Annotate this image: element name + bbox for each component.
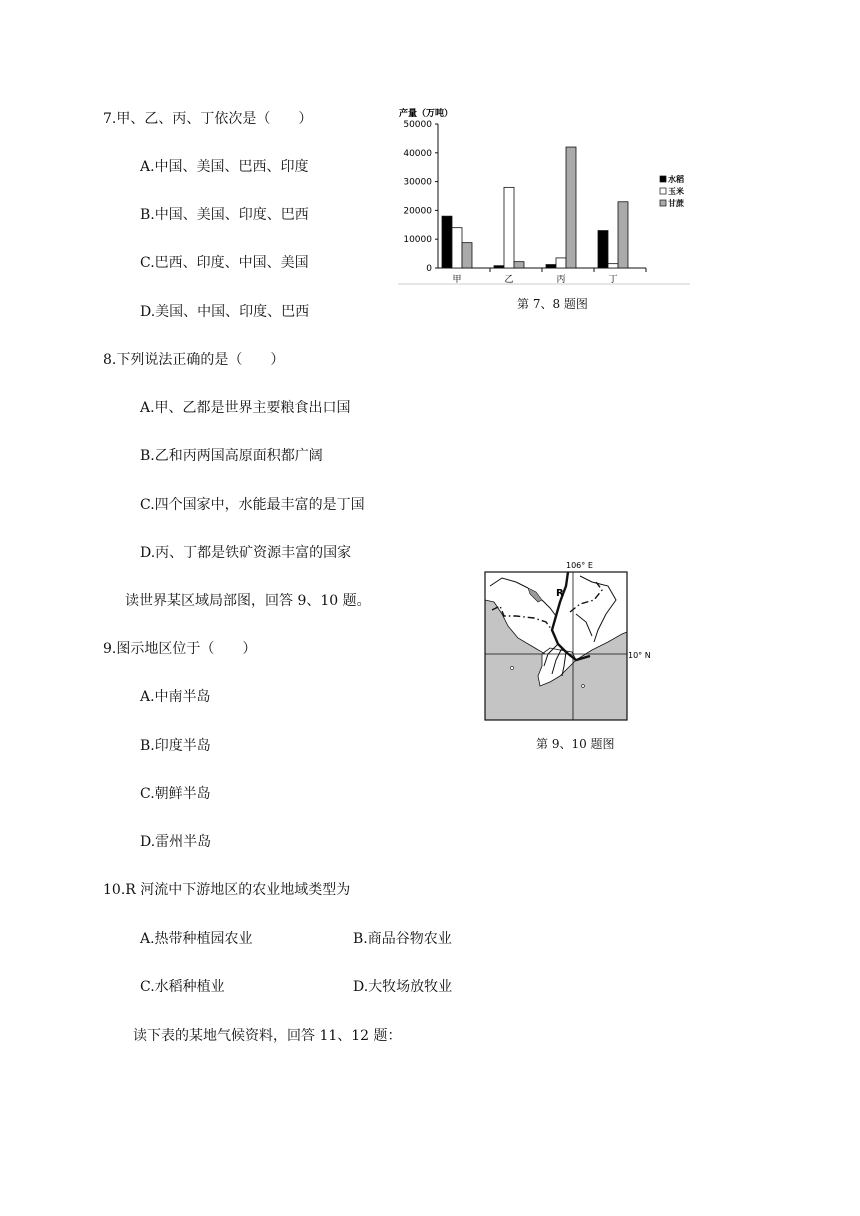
lake [528,588,542,602]
q10-stem: 10.R 河流中下游地区的农业地域类型为 [103,882,351,898]
bar-玉米-丁 [608,264,618,268]
bar-甘蔗-丁 [618,202,628,268]
x-tick-label: 丁 [608,275,618,285]
longitude-label: 106° E [566,561,593,570]
x-tick-label: 乙 [504,275,514,285]
region-map [480,556,660,726]
legend-label-水稻: 水稻 [668,175,684,184]
intro-11-12: 读下表的某地气候资料，回答 11、12 题： [133,1028,402,1044]
q9-option-b: B.印度半岛 [140,738,211,754]
y-tick-label: 40000 [403,148,432,159]
bar-水稻-甲 [442,216,452,268]
q9-stem: 9.图示地区位于（ ） [103,641,257,657]
q9-option-d: D.雷州半岛 [140,834,212,850]
q7-stem: 7.甲、乙、丙、丁依次是（ ） [103,111,313,127]
river-label: R [556,588,564,599]
legend-label-玉米: 玉米 [668,187,684,196]
q9-option-c: C.朝鲜半岛 [140,786,211,802]
bar-水稻-乙 [494,266,504,268]
bar-水稻-丙 [546,265,556,268]
q10-option-c: C.水稻种植业 [140,979,225,995]
q8-option-d: D.丙、丁都是铁矿资源丰富的国家 [140,545,352,561]
y-tick-label: 10000 [403,235,432,246]
chart-caption: 第 7、8 题图 [517,297,588,311]
q10-option-a: A.热带种植园农业 [140,931,253,947]
q10-option-d: D.大牧场放牧业 [353,979,453,995]
production-bar-chart [396,104,692,288]
y-tick-label: 50000 [403,120,432,130]
bar-玉米-甲 [452,228,462,268]
chart-ylabel: 产量（万吨） [399,109,454,119]
legend-swatch-水稻 [660,176,666,182]
bar-甘蔗-丙 [566,147,576,268]
q8-option-b: B.乙和丙两国高原面积都广阔 [140,448,323,464]
bar-甘蔗-乙 [514,262,524,268]
q8-option-c: C.四个国家中，水能最丰富的是丁国 [140,497,365,513]
q8-option-a: A.甲、乙都是世界主要粮食出口国 [140,400,351,416]
x-tick-label: 甲 [452,275,462,285]
legend-swatch-玉米 [660,188,666,194]
x-tick-label: 丙 [556,275,566,285]
latitude-label: 10° N [628,651,651,660]
q7-option-a: A.中国、美国、巴西、印度 [140,159,309,175]
bar-玉米-丙 [556,258,566,268]
legend-label-甘蔗: 甘蔗 [668,199,684,208]
map-caption: 第 9、10 题图 [536,737,615,751]
q7-option-c: C.巴西、印度、中国、美国 [140,255,309,271]
y-tick-label: 0 [426,264,432,274]
q8-stem: 8.下列说法正确的是（ ） [103,352,285,368]
y-tick-label: 30000 [403,177,432,188]
bar-玉米-乙 [504,187,514,268]
q10-option-b: B.商品谷物农业 [353,931,452,947]
intro-9-10: 读世界某区域局部图，回答 9、10 题。 [125,593,371,609]
bar-甘蔗-甲 [462,243,472,268]
river-r [552,572,590,660]
legend-swatch-甘蔗 [660,200,666,206]
q7-option-b: B.中国、美国、印度、巴西 [140,207,309,223]
q9-option-a: A.中南半岛 [140,689,211,705]
y-tick-label: 20000 [403,206,432,217]
q7-option-d: D.美国、中国、印度、巴西 [140,304,310,320]
bar-水稻-丁 [598,231,608,268]
